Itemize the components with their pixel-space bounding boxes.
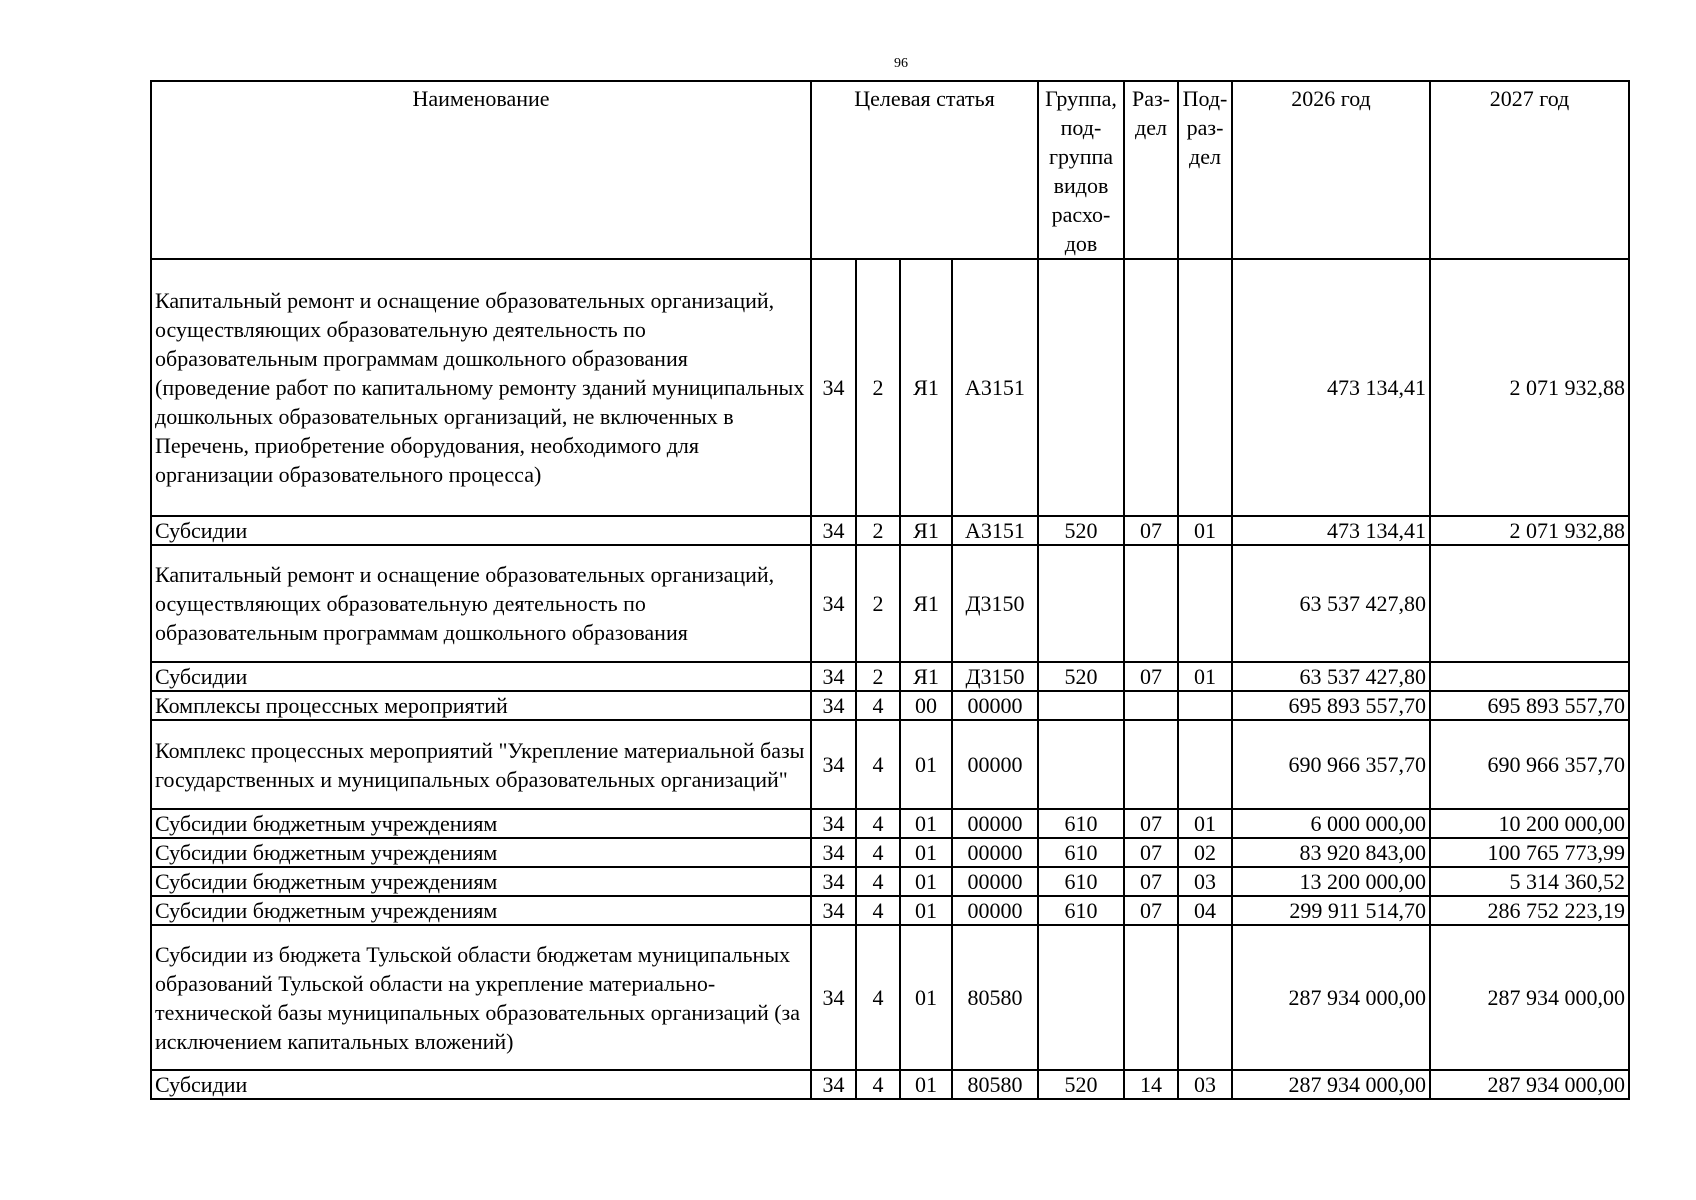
row-subsection	[1178, 720, 1232, 809]
table-row	[151, 545, 1629, 662]
row-code-2: 4	[856, 720, 900, 809]
row-subsection: 01	[1178, 662, 1232, 691]
table-row	[151, 896, 1629, 925]
row-subsection: 01	[1178, 809, 1232, 838]
row-code-3: 01	[900, 809, 952, 838]
table-row	[151, 720, 1629, 809]
header-subsection: Под- раз- дел	[1178, 81, 1232, 259]
row-name: Субсидии бюджетным учреждениям	[151, 896, 811, 925]
row-subsection: 01	[1178, 516, 1232, 545]
row-name: Субсидии бюджетным учреждениям	[151, 809, 811, 838]
row-code-3: 01	[900, 925, 952, 1070]
row-subsection: 04	[1178, 896, 1232, 925]
row-code-3: 01	[900, 867, 952, 896]
row-code-3: Я1	[900, 545, 952, 662]
row-code-1: 34	[811, 259, 856, 516]
row-code-1: 34	[811, 516, 856, 545]
row-section	[1124, 545, 1178, 662]
row-amount-2026: 63 537 427,80	[1232, 545, 1430, 662]
row-code-2: 4	[856, 691, 900, 720]
row-code-4: 00000	[952, 809, 1038, 838]
row-amount-2027	[1430, 662, 1629, 691]
row-name: Субсидии	[151, 1070, 811, 1099]
row-subsection	[1178, 925, 1232, 1070]
row-name: Субсидии	[151, 662, 811, 691]
row-code-3: 01	[900, 896, 952, 925]
row-group: 520	[1038, 662, 1124, 691]
row-amount-2026: 287 934 000,00	[1232, 1070, 1430, 1099]
row-name: Комплексы процессных мероприятий	[151, 691, 811, 720]
row-amount-2026: 473 134,41	[1232, 259, 1430, 516]
header-year-2026: 2026 год	[1232, 81, 1430, 259]
row-code-4: А3151	[952, 516, 1038, 545]
row-code-4: 80580	[952, 925, 1038, 1070]
row-amount-2027: 695 893 557,70	[1430, 691, 1629, 720]
row-code-3: 01	[900, 838, 952, 867]
row-code-2: 2	[856, 545, 900, 662]
row-code-1: 34	[811, 809, 856, 838]
row-section: 07	[1124, 867, 1178, 896]
row-code-1: 34	[811, 925, 856, 1070]
row-subsection: 02	[1178, 838, 1232, 867]
row-code-4: 00000	[952, 720, 1038, 809]
row-code-2: 2	[856, 662, 900, 691]
row-section	[1124, 259, 1178, 516]
row-group	[1038, 545, 1124, 662]
row-subsection: 03	[1178, 1070, 1232, 1099]
row-section: 07	[1124, 809, 1178, 838]
row-group	[1038, 720, 1124, 809]
table-row	[151, 662, 1629, 691]
row-code-2: 4	[856, 867, 900, 896]
row-group	[1038, 691, 1124, 720]
row-name: Субсидии бюджетным учреждениям	[151, 838, 811, 867]
row-code-3: Я1	[900, 516, 952, 545]
row-name: Субсидии бюджетным учреждениям	[151, 867, 811, 896]
row-amount-2027	[1430, 545, 1629, 662]
row-name: Капитальный ремонт и оснащение образовательных организаций, осуществляющих образовательную деятельность по образовательным программам дошкольного образования (проведение работ по капитальному ремонту зданий муниципальных дошкольных образовательных организаций, не включенных в Перечень, приобретение оборудования, необходимого для организации образовательного процесса)	[151, 259, 811, 516]
row-amount-2027: 10 200 000,00	[1430, 809, 1629, 838]
row-group	[1038, 259, 1124, 516]
row-amount-2027: 690 966 357,70	[1430, 720, 1629, 809]
table-row	[151, 691, 1629, 720]
row-amount-2026: 83 920 843,00	[1232, 838, 1430, 867]
row-group: 520	[1038, 1070, 1124, 1099]
row-amount-2026: 287 934 000,00	[1232, 925, 1430, 1070]
row-code-3: Я1	[900, 662, 952, 691]
row-group: 610	[1038, 809, 1124, 838]
row-code-4: Д3150	[952, 545, 1038, 662]
row-amount-2027: 287 934 000,00	[1430, 1070, 1629, 1099]
row-amount-2026: 299 911 514,70	[1232, 896, 1430, 925]
row-amount-2027: 100 765 773,99	[1430, 838, 1629, 867]
row-code-1: 34	[811, 1070, 856, 1099]
row-code-4: А3151	[952, 259, 1038, 516]
row-group: 610	[1038, 838, 1124, 867]
table-row	[151, 516, 1629, 545]
row-code-4: 00000	[952, 838, 1038, 867]
row-section	[1124, 925, 1178, 1070]
row-subsection: 03	[1178, 867, 1232, 896]
row-section	[1124, 720, 1178, 809]
table-row	[151, 1070, 1629, 1099]
row-code-4: Д3150	[952, 662, 1038, 691]
row-section: 14	[1124, 1070, 1178, 1099]
header-target-article: Целевая статья	[811, 81, 1038, 259]
row-subsection	[1178, 545, 1232, 662]
row-code-4: 00000	[952, 691, 1038, 720]
row-group	[1038, 925, 1124, 1070]
row-section	[1124, 691, 1178, 720]
row-section: 07	[1124, 516, 1178, 545]
row-amount-2027: 5 314 360,52	[1430, 867, 1629, 896]
table-row	[151, 867, 1629, 896]
row-code-1: 34	[811, 662, 856, 691]
row-name: Субсидии	[151, 516, 811, 545]
header-year-2027: 2027 год	[1430, 81, 1629, 259]
row-code-4: 80580	[952, 1070, 1038, 1099]
row-amount-2026: 473 134,41	[1232, 516, 1430, 545]
row-code-2: 2	[856, 259, 900, 516]
row-section: 07	[1124, 662, 1178, 691]
row-code-2: 4	[856, 896, 900, 925]
row-code-2: 4	[856, 925, 900, 1070]
row-amount-2026: 690 966 357,70	[1232, 720, 1430, 809]
table-header-row	[151, 81, 1629, 259]
row-code-1: 34	[811, 545, 856, 662]
budget-table	[150, 80, 1630, 1100]
row-code-2: 2	[856, 516, 900, 545]
row-section: 07	[1124, 838, 1178, 867]
row-subsection	[1178, 691, 1232, 720]
row-code-2: 4	[856, 1070, 900, 1099]
row-code-3: Я1	[900, 259, 952, 516]
row-code-3: 01	[900, 1070, 952, 1099]
row-amount-2026: 13 200 000,00	[1232, 867, 1430, 896]
row-code-4: 00000	[952, 896, 1038, 925]
row-amount-2026: 695 893 557,70	[1232, 691, 1430, 720]
row-amount-2026: 63 537 427,80	[1232, 662, 1430, 691]
row-name: Комплекс процессных мероприятий "Укрепление материальной базы государственных и муниципальных образовательных организаций"	[151, 720, 811, 809]
table-row	[151, 925, 1629, 1070]
table-row	[151, 259, 1629, 516]
row-amount-2027: 2 071 932,88	[1430, 516, 1629, 545]
row-code-3: 00	[900, 691, 952, 720]
row-code-4: 00000	[952, 867, 1038, 896]
row-group: 520	[1038, 516, 1124, 545]
row-code-1: 34	[811, 896, 856, 925]
header-group: Группа, под- группа видов расхо- дов	[1038, 81, 1124, 259]
row-code-1: 34	[811, 867, 856, 896]
row-amount-2027: 286 752 223,19	[1430, 896, 1629, 925]
row-group: 610	[1038, 867, 1124, 896]
row-code-1: 34	[811, 691, 856, 720]
row-amount-2026: 6 000 000,00	[1232, 809, 1430, 838]
row-code-1: 34	[811, 838, 856, 867]
row-name: Субсидии из бюджета Тульской области бюджетам муниципальных образований Тульской области на укрепление материально-технической базы муниципальных образовательных организаций (за исключением капитальных вложений)	[151, 925, 811, 1070]
header-section: Раз- дел	[1124, 81, 1178, 259]
row-amount-2027: 287 934 000,00	[1430, 925, 1629, 1070]
table-row	[151, 809, 1629, 838]
row-section: 07	[1124, 896, 1178, 925]
table-row	[151, 838, 1629, 867]
header-name: Наименование	[151, 81, 811, 259]
row-code-1: 34	[811, 720, 856, 809]
row-name: Капитальный ремонт и оснащение образовательных организаций, осуществляющих образовательную деятельность по образовательным программам дошкольного образования	[151, 545, 811, 662]
row-group: 610	[1038, 896, 1124, 925]
row-amount-2027: 2 071 932,88	[1430, 259, 1629, 516]
row-code-2: 4	[856, 838, 900, 867]
page-number: 96	[894, 56, 908, 71]
row-code-2: 4	[856, 809, 900, 838]
row-code-3: 01	[900, 720, 952, 809]
row-subsection	[1178, 259, 1232, 516]
